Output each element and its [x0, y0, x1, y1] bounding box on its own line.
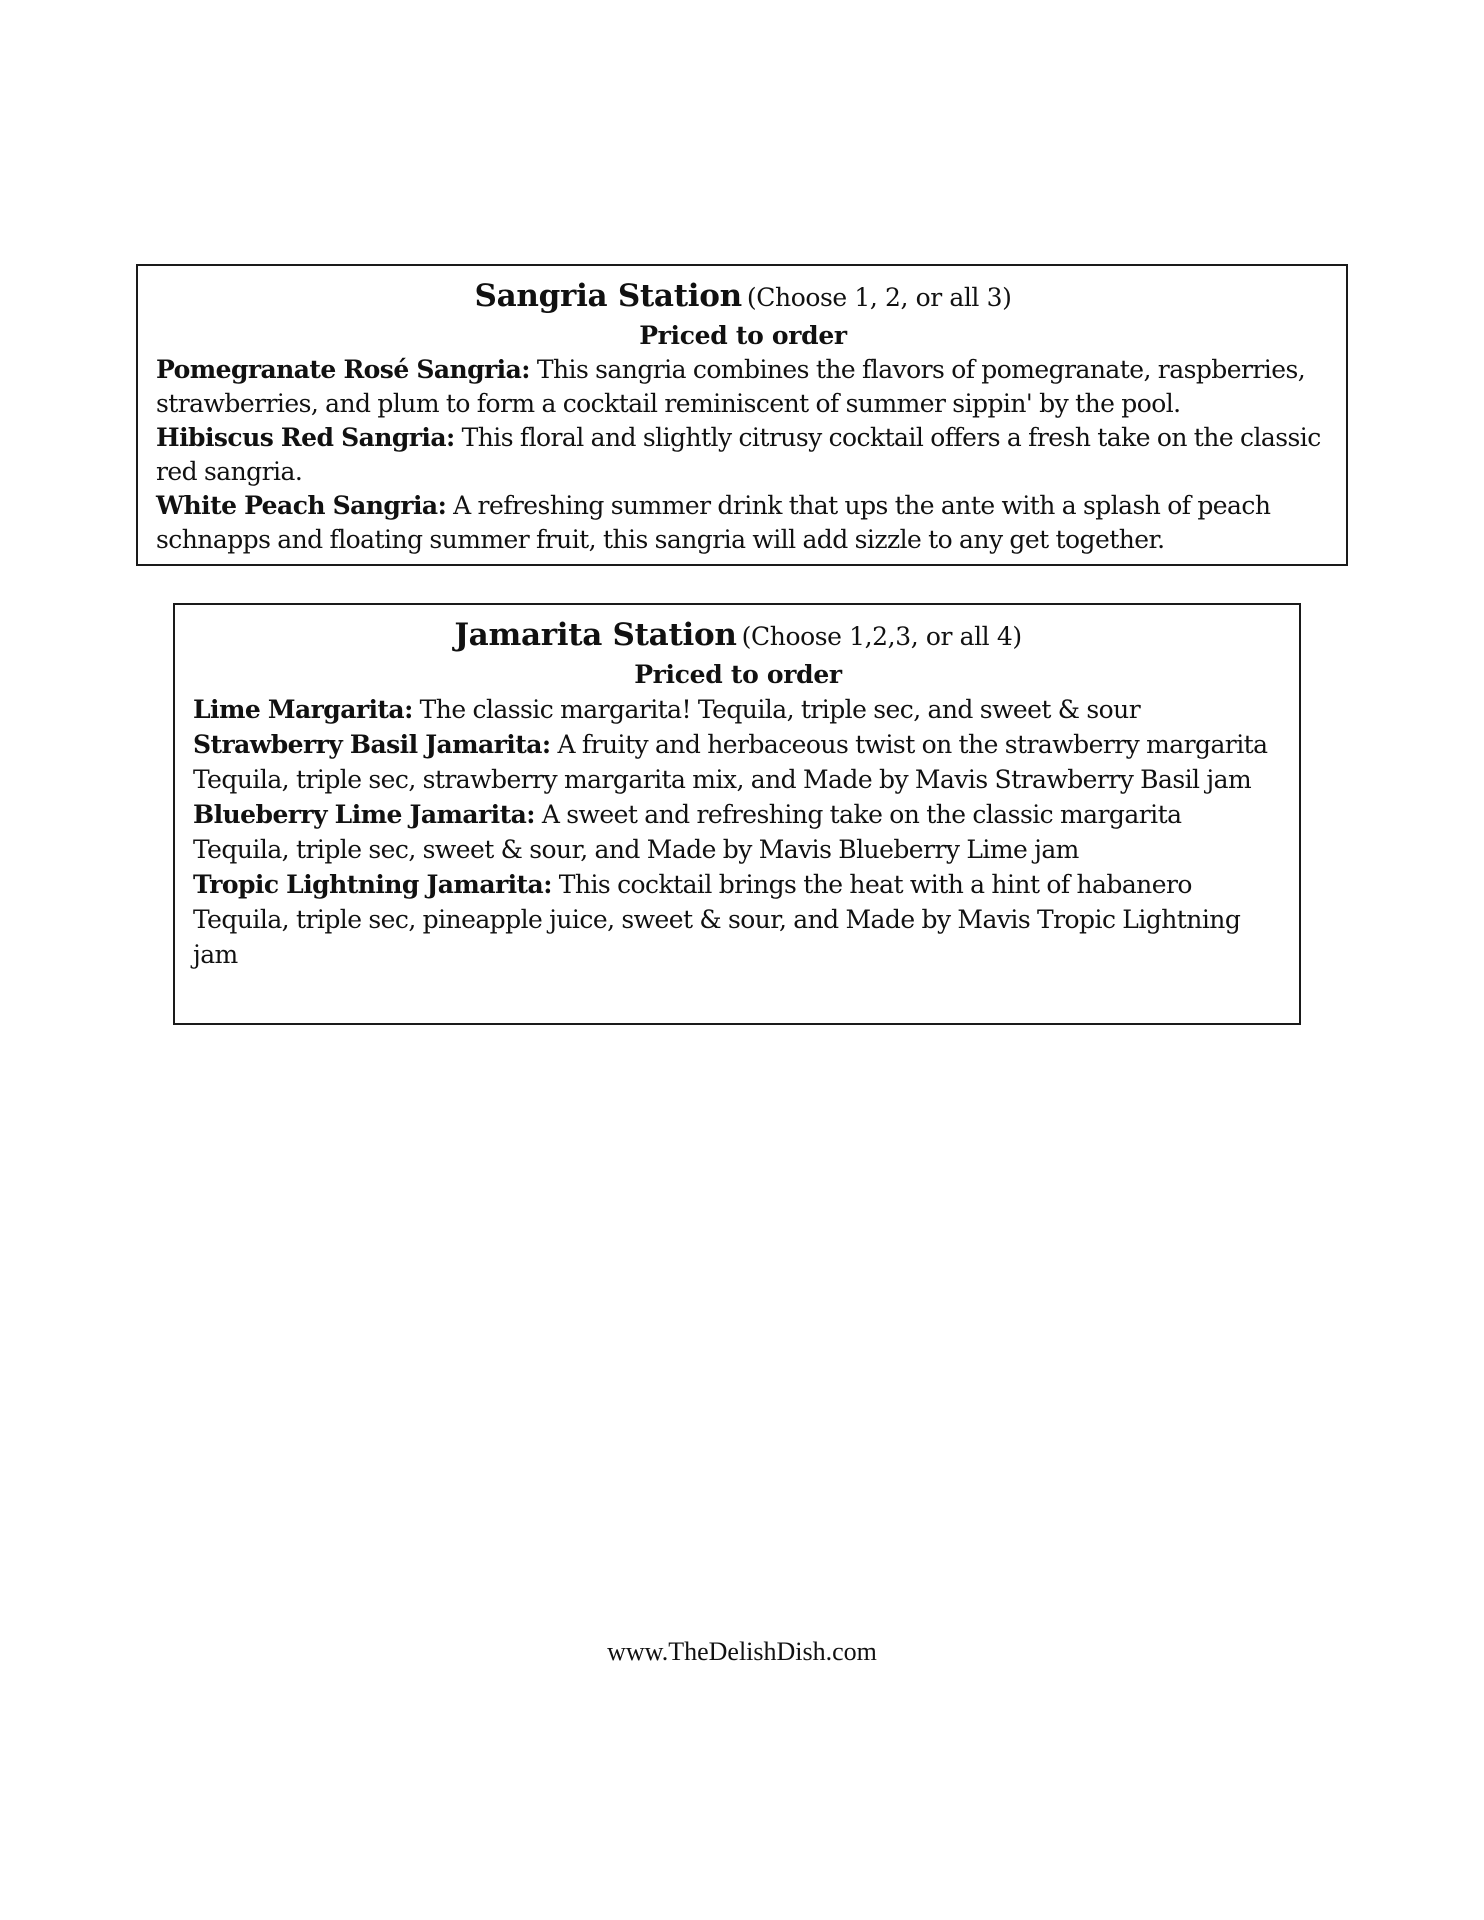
sangria-station-choose-note: (Choose 1, 2, or all 3): [746, 283, 1012, 312]
sangria-item-name: White Peach Sangria:: [156, 491, 447, 520]
jamarita-station-box: [173, 603, 1301, 1025]
jamarita-item-description: This cocktail brings the heat with a hint of habanero: [558, 870, 1192, 899]
sangria-item-description: This sangria combines the flavors of pomegranate, raspberries, strawberries, and plum to form a cocktail reminiscent of summer sippin' by the pool.: [156, 355, 1306, 418]
jamarita-item-name: Blueberry Lime Jamarita:: [193, 800, 535, 829]
jamarita-station-title: Jamarita Station: [454, 617, 737, 653]
jamarita-item-lime-margarita: [193, 692, 1283, 727]
sangria-item-name: Hibiscus Red Sangria:: [156, 423, 455, 452]
jamarita-item-ingredients: Tequila, triple sec, strawberry margarita mix, and Made by Mavis Strawberry Basil jam: [193, 765, 1252, 794]
sangria-priced-note: Priced to order: [639, 321, 847, 350]
jamarita-item-ingredients: Tequila, triple sec, pineapple juice, sweet & sour, and Made by Mavis Tropic Lightning jam: [193, 905, 1241, 969]
website-footer: www.TheDelishDish.com: [607, 1637, 877, 1666]
sangria-item-pomegranate-rose: [156, 353, 1330, 421]
jamarita-priced-note: Priced to order: [634, 660, 842, 689]
sangria-item-name: Pomegranate Rosé Sangria:: [156, 355, 530, 384]
sangria-item-white-peach: [156, 489, 1330, 557]
jamarita-item-name: Tropic Lightning Jamarita:: [193, 870, 552, 899]
jamarita-item-ingredients: Tequila, triple sec, sweet & sour, and Made by Mavis Blueberry Lime jam: [193, 835, 1079, 864]
sangria-item-description: A refreshing summer drink that ups the ante with a splash of peach schnapps and floating summer fruit, this sangria will add sizzle to any get together.: [156, 491, 1271, 554]
jamarita-item-description: The classic margarita! Tequila, triple sec, and sweet & sour: [419, 695, 1141, 724]
jamarita-item-blueberry-lime: [193, 797, 1283, 867]
jamarita-item-strawberry-basil: [193, 727, 1283, 797]
jamarita-item-name: Strawberry Basil Jamarita:: [193, 730, 551, 759]
sangria-item-hibiscus-red: [156, 421, 1330, 489]
jamarita-station-choose-note: (Choose 1,2,3, or all 4): [741, 622, 1022, 651]
sangria-item-description: This floral and slightly citrusy cocktail offers a fresh take on the classic red sangria.: [156, 423, 1321, 486]
sangria-station-title: Sangria Station: [474, 278, 742, 314]
jamarita-station-heading: [193, 617, 1283, 658]
jamarita-item-description: A sweet and refreshing take on the classic margarita: [541, 800, 1182, 829]
jamarita-item-name: Lime Margarita:: [193, 695, 413, 724]
jamarita-item-description: A fruity and herbaceous twist on the strawberry margarita: [557, 730, 1268, 759]
sangria-station-box: [136, 264, 1348, 566]
sangria-station-heading: [156, 278, 1330, 319]
jamarita-item-tropic-lightning: [193, 867, 1283, 972]
